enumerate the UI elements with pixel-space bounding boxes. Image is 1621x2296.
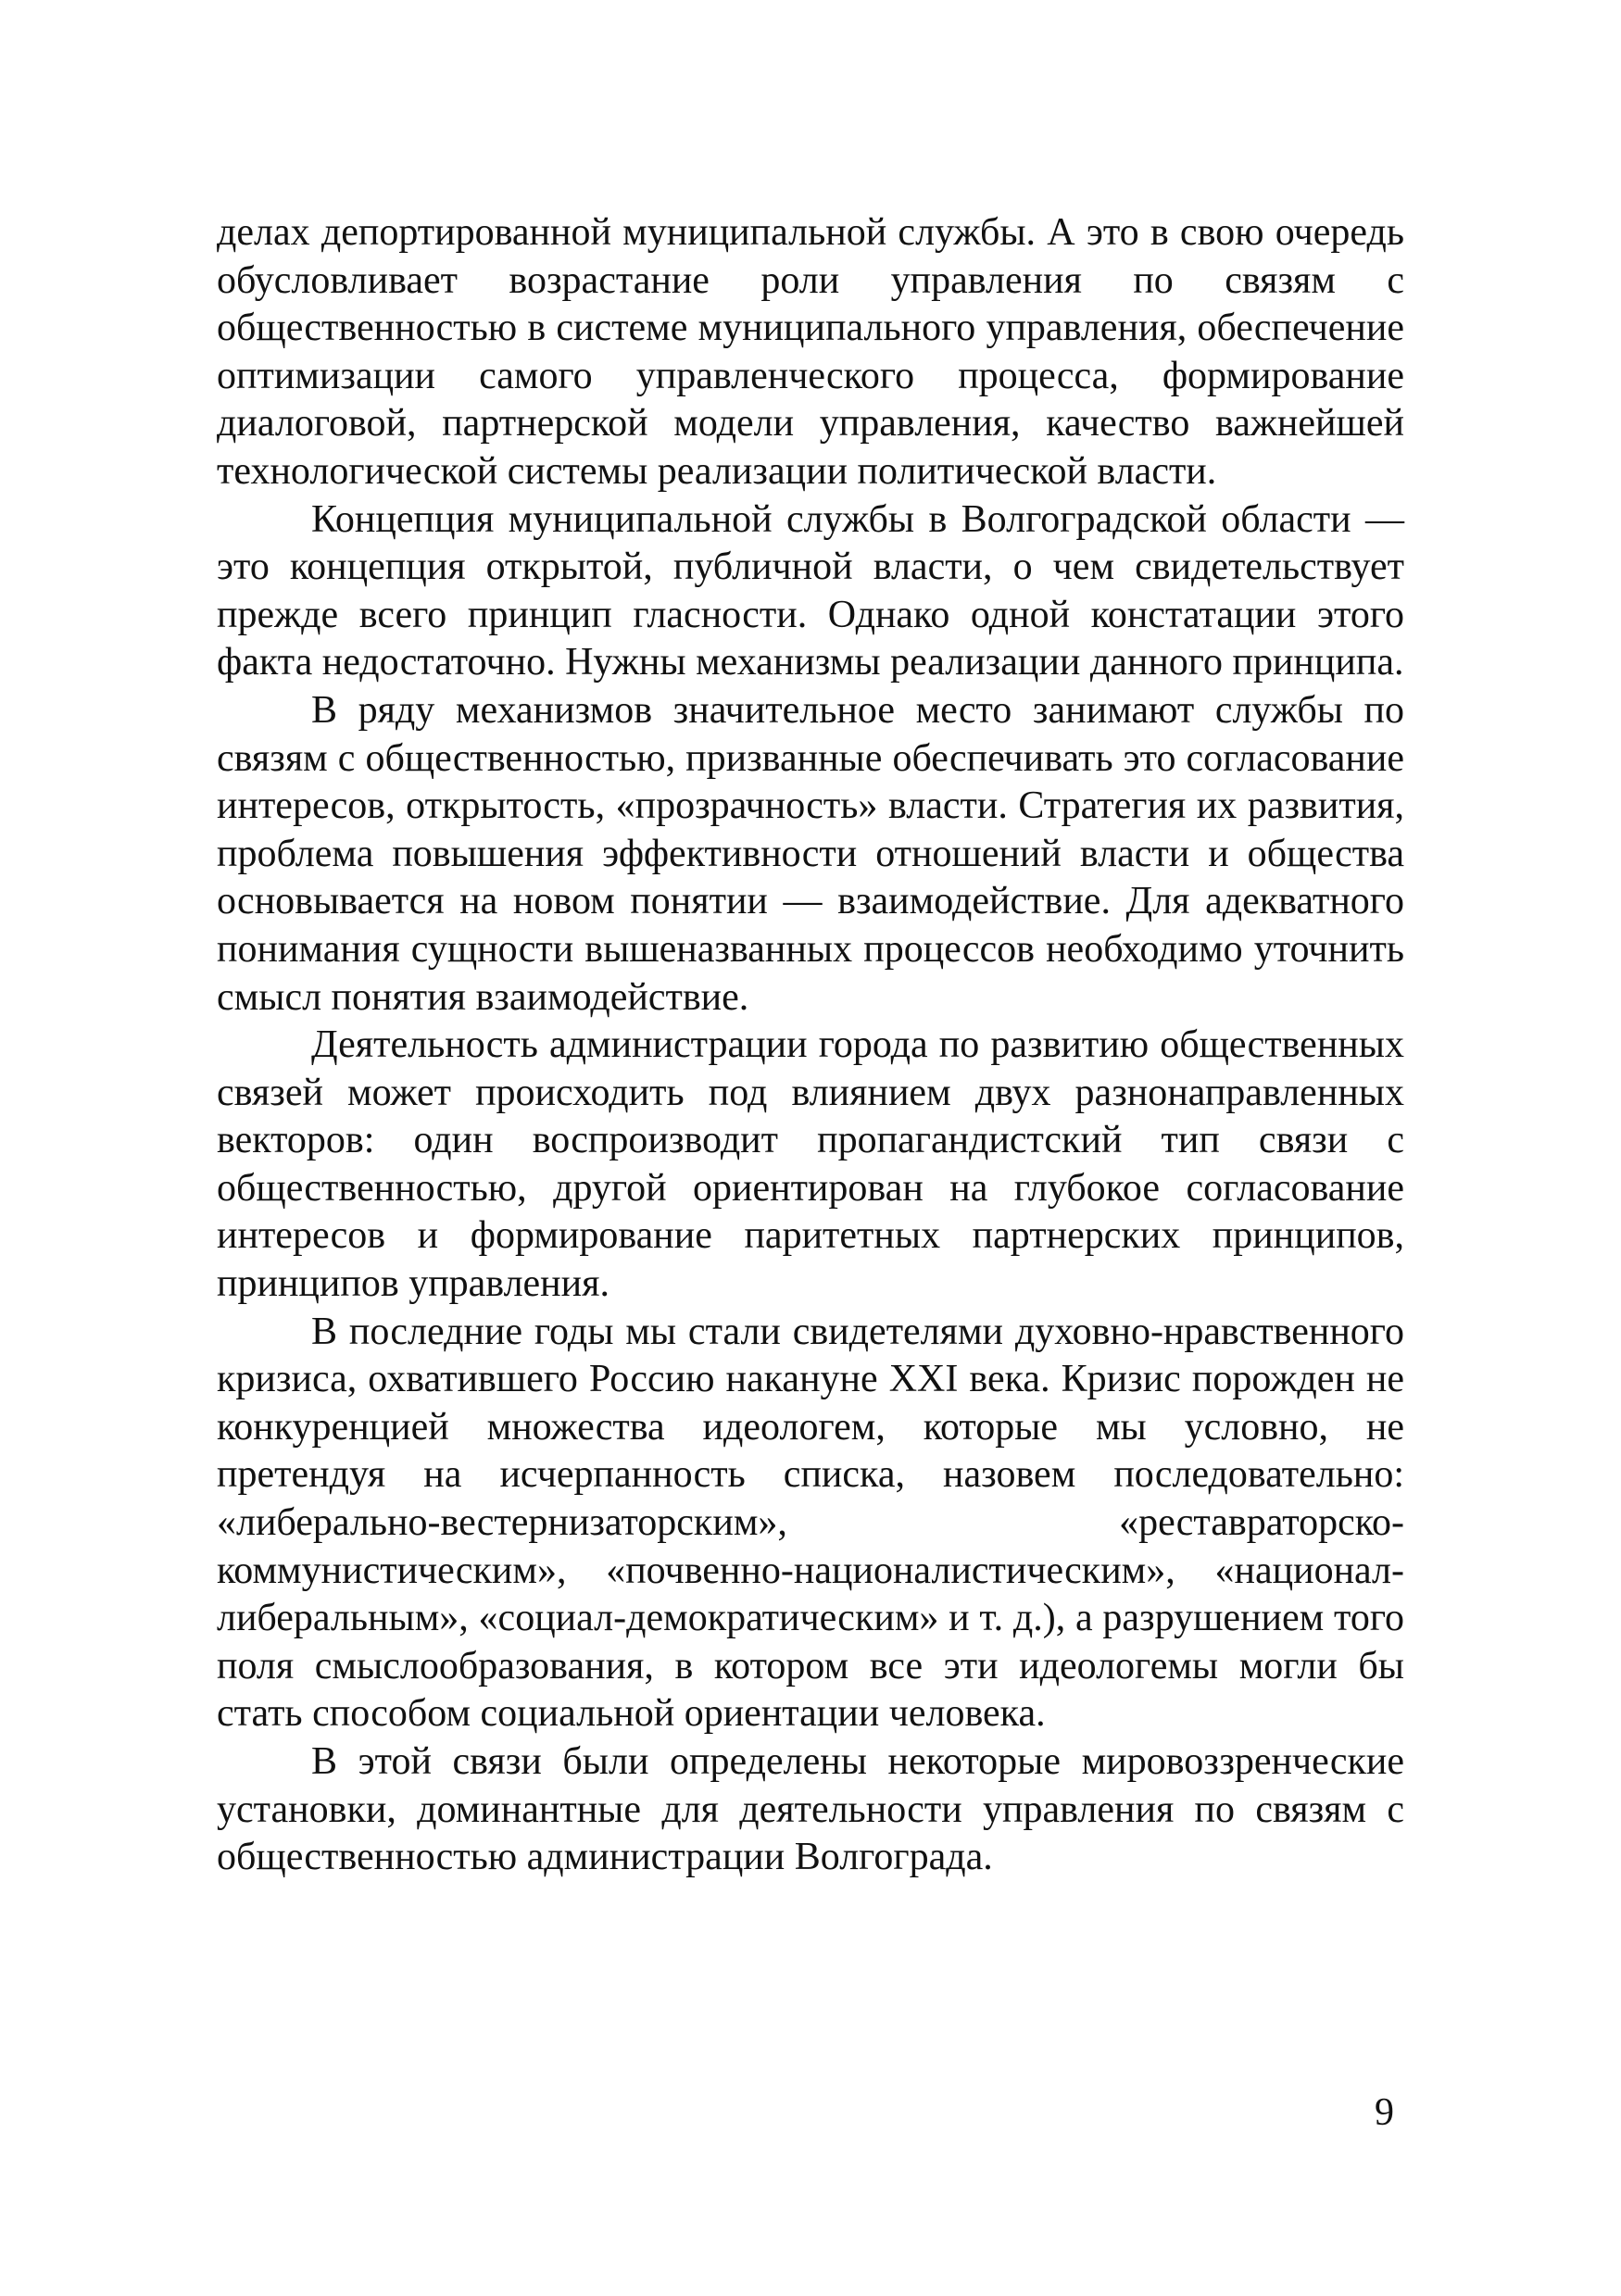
- paragraph-continuation: делах депортированной муниципальной службы. А это в свою очередь обусловливает возрастание роли управления по связям с общественностью в системе муниципального управления, обеспечение оптимизации самого управленческого процесса, формирование диалоговой, партнерской модели управления, качество важнейшей технологической системы реализации политической власти.: [217, 211, 1404, 493]
- paragraph-administration: Деятельность администрации города по развитию общественных связей может происходить под влиянием двух разнонаправленных векторов: один воспроизводит пропагандистский тип связи с общественностью, другой ориентирован на глубокое согласование интересов и формирование паритетных партнерских принципов, принципов управления.: [217, 1023, 1404, 1306]
- page-number: 9: [1375, 2091, 1394, 2134]
- body-text: [217, 209, 1404, 1882]
- paragraph-conclusion: В этой связи были определены некоторые мировоззренческие установки, доминантные для деятельности управления по связям с общественностью администрации Волгограда.: [217, 1740, 1404, 1879]
- paragraph-concept: Концепция муниципальной службы в Волгоградской области — это концепция открытой, публичной власти, о чем свидетельствует прежде всего принцип гласности. Однако одной констатации этого факта недостаточно. Нужны механизмы реализации данного принципа.: [217, 497, 1404, 684]
- paragraph-mechanisms: В ряду механизмов значительное место занимают службы по связям с общественностью, призванные обеспечивать это согласование интересов, открытость, «прозрачность» власти. Стратегия их развития, проблема повышения эффективности отношений власти и общества основывается на новом понятии — взаимодействие. Для адекватного понимания сущности вышеназванных процессов необходимо уточнить смысл понятия взаимодействие.: [217, 688, 1404, 1019]
- paragraph-crisis: В последние годы мы стали свидетелями духовно-нравственного кризиса, охватившего Россию накануне XXI века. Кризис порожден не конкуренцией множества идеологем, которые мы условно, не претендуя на исчерпанность списка, назовем последовательно: «либерально-вестернизаторским», «реставраторско-коммунистическим», «почвенно-националистическим», «национал-либеральным», «социал-демократическим» и т. д.), а разрушением того поля смыслообразования, в котором все эти идеологемы могли бы стать способом социальной ориентации человека.: [217, 1310, 1404, 1736]
